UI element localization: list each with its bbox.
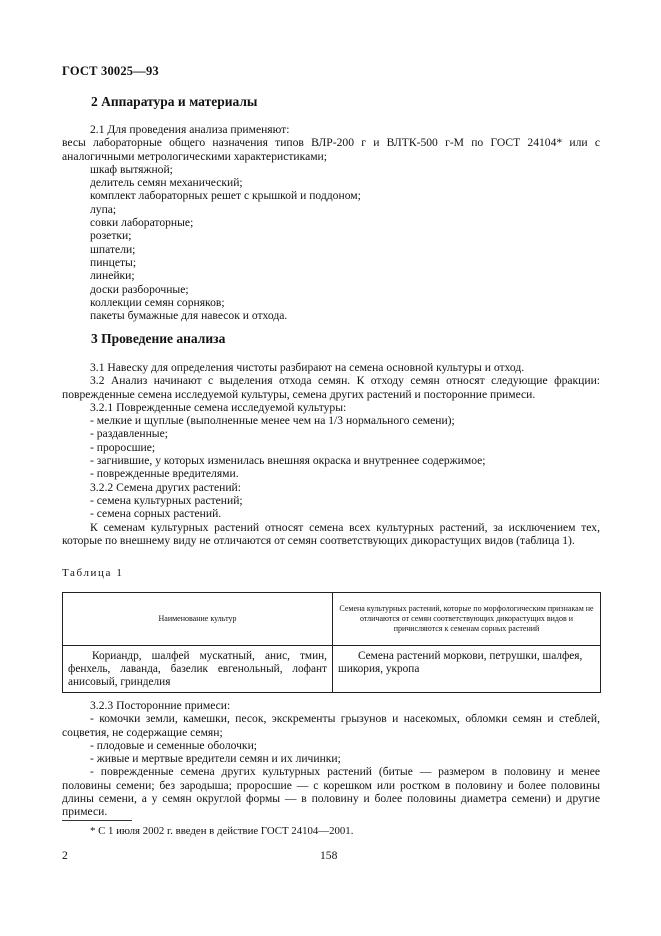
- document-code: ГОСТ 30025—93: [62, 64, 159, 78]
- damaged-item: - проросшие;: [90, 440, 156, 454]
- section-3-title: 3 Проведение анализа: [91, 331, 226, 346]
- equipment-item: комплект лабораторных решет с крышкой и поддоном;: [90, 189, 361, 203]
- crops-table: [62, 592, 601, 693]
- section-3-body: [62, 361, 600, 547]
- other-seeds-item: - семена культурных растений;: [90, 493, 243, 507]
- impurity-item: - живые и мертвые вредители семян и их личинки;: [90, 752, 341, 766]
- impurity-item: - комочки земли, камешки, песок, экскременты грызунов и насекомых, обломки семян и стеблей, соцветия, не содержащие семян;: [62, 712, 600, 739]
- table-header-wild-like-seeds: Семена культурных растений, которые по морфологическим признакам не отличаются от семян соответствующих дикорастущих видов и причисляются к семенам сорных растений: [333, 593, 601, 646]
- section-3-2-3-body: [62, 699, 600, 819]
- table-header-crops: Наименование культур: [63, 593, 333, 646]
- paragraph-3-2-3: 3.2.3 Посторонние примеси:: [90, 699, 231, 712]
- section-2-body: [62, 123, 600, 322]
- table-cell-crops: Кориандр, шалфей мускатный, анис, тмин, фенхель, лаванда, базелик евгенольный, лофант анисовый, гринделия: [63, 646, 333, 693]
- impurity-item: - поврежденные семена других культурных растений (битые — размером в половину и менее половины семени; без зародыша; проросшие — с корешком или ростком в половину и более половины длины семени, а у семян округлой формы — в половину и более половины диаметра семени) и другие примеси.: [62, 765, 600, 819]
- scales-item: весы лабораторные общего назначения типов ВЛР-200 г и ВЛТК-500 г-М по ГОСТ 24104* или с аналогичными метрологическими характеристиками;: [62, 136, 600, 163]
- cultural-seeds-note: К семенам культурных растений относят семена всех культурных растений, за исключением тех, которые по внешнему виду не отличаются от семян соответствующих дикорастущих видов (таблица 1).: [62, 520, 600, 547]
- damaged-item: - поврежденные вредителями.: [90, 467, 239, 481]
- paragraph-3-2-1: 3.2.1 Поврежденные семена исследуемой культуры:: [90, 400, 347, 414]
- equipment-item: линейки;: [90, 269, 135, 283]
- table-header-row: [63, 593, 601, 646]
- table-caption: Таблица 1: [62, 567, 124, 579]
- equipment-item: шкаф вытяжной;: [90, 162, 173, 176]
- equipment-item: коллекции семян сорняков;: [90, 295, 225, 309]
- page-number-left: 2: [62, 849, 68, 862]
- equipment-item: пакеты бумажные для навесок и отхода.: [90, 309, 288, 323]
- impurity-item: - плодовые и семенные оболочки;: [90, 738, 257, 752]
- section-2-intro: 2.1 Для проведения анализа применяют:: [90, 123, 290, 136]
- equipment-item: пинцеты;: [90, 255, 137, 269]
- equipment-item: розетки;: [90, 229, 132, 243]
- equipment-item: лупа;: [90, 202, 117, 216]
- footnote-divider: [62, 820, 132, 821]
- table-row: [63, 646, 601, 693]
- equipment-item: шпатели;: [90, 242, 136, 256]
- equipment-item: совки лабораторные;: [90, 216, 194, 230]
- footnote: * С 1 июля 2002 г. введен в действие ГОСТ 24104—2001.: [90, 825, 354, 837]
- paragraph-3-2-2: 3.2.2 Семена других растений:: [90, 480, 241, 494]
- damaged-item: - раздавленные;: [90, 427, 168, 441]
- paragraph-3-2: 3.2 Анализ начинают с выделения отхода семян. К отходу семян относят следующие фракции: поврежденные семена исследуемой культуры, семена других растений и посторонние примеси.: [62, 374, 600, 401]
- paragraph-3-1: 3.1 Навеску для определения чистоты разбирают на семена основной культуры и отход.: [90, 361, 525, 374]
- page-number-center: 158: [320, 849, 338, 862]
- equipment-item: делитель семян механический;: [90, 176, 243, 190]
- damaged-item: - мелкие и щуплые (выполненные менее чем на 1/3 нормального семени);: [90, 414, 455, 428]
- equipment-item: доски разборочные;: [90, 282, 189, 296]
- other-seeds-item: - семена сорных растений.: [90, 507, 222, 521]
- section-2-title: 2 Аппаратура и материалы: [91, 94, 258, 109]
- damaged-item: - загнившие, у которых изменилась внешняя окраска и внутреннее содержимое;: [90, 454, 486, 468]
- equipment-list: [62, 163, 600, 323]
- table-cell-seeds: Семена растений моркови, петрушки, шалфея, шикория, укропа: [333, 646, 601, 693]
